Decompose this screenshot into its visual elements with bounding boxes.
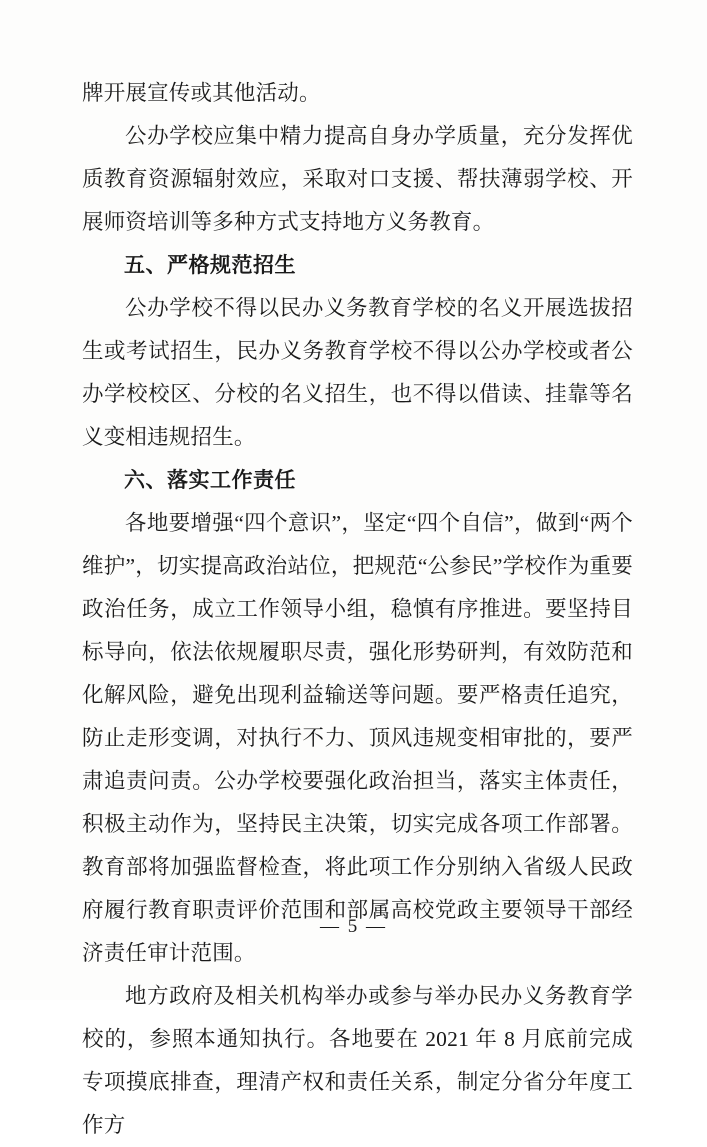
paragraph-local-government: 地方政府及相关机构举办或参与举办民办义务教育学校的，参照本通知执行。各地要在 2021 年 8 月底前完成专项摸底排查，理清产权和责任关系，制定分省分年度工作方 <box>82 984 633 1137</box>
section-heading-six: 六、落实工作责任 <box>124 469 296 492</box>
paragraph-enrollment-rules: 公办学校不得以民办义务教育学校的名义开展选拔招生或考试招生，民办义务教育学校不得以公办学校或者公办学校校区、分校的名义招生，也不得以借读、挂靠等名义变相违规招生。 <box>82 296 633 449</box>
paragraph-public-school-quality: 公办学校应集中精力提高自身办学质量，充分发挥优质教育资源辐射效应，采取对口支援、帮扶薄弱学校、开展师资培训等多种方式支持地方义务教育。 <box>82 124 633 234</box>
page-number: — 5 — <box>320 916 387 937</box>
paragraph-responsibility: 各地要增强“四个意识”，坚定“四个自信”，做到“两个维护”，切实提高政治站位，把规范“公参民”学校作为重要政治任务，成立工作领导小组，稳慎有序推进。要坚持目标导向，依法依规履职尽责，强化形势研判，有效防范和化解风险，避免出现利益输送等问题。要严格责任追究，防止走形变调，对执行不力、顶风违规变相审批的，要严肃追责问责。公办学校要强化政治担当，落实主体责任，积极主动作为，坚持民主决策，切实完成各项工作部署。教育部将加强监督检查，将此项工作分别纳入省级人民政府履行教育职责评价范围和部属高校党政主要领导干部经济责任审计范围。 <box>82 511 633 965</box>
document-body <box>82 72 633 1147</box>
paragraph-continuation: 牌开展宣传或其他活动。 <box>82 81 321 105</box>
section-heading-five: 五、严格规范招生 <box>124 254 296 277</box>
